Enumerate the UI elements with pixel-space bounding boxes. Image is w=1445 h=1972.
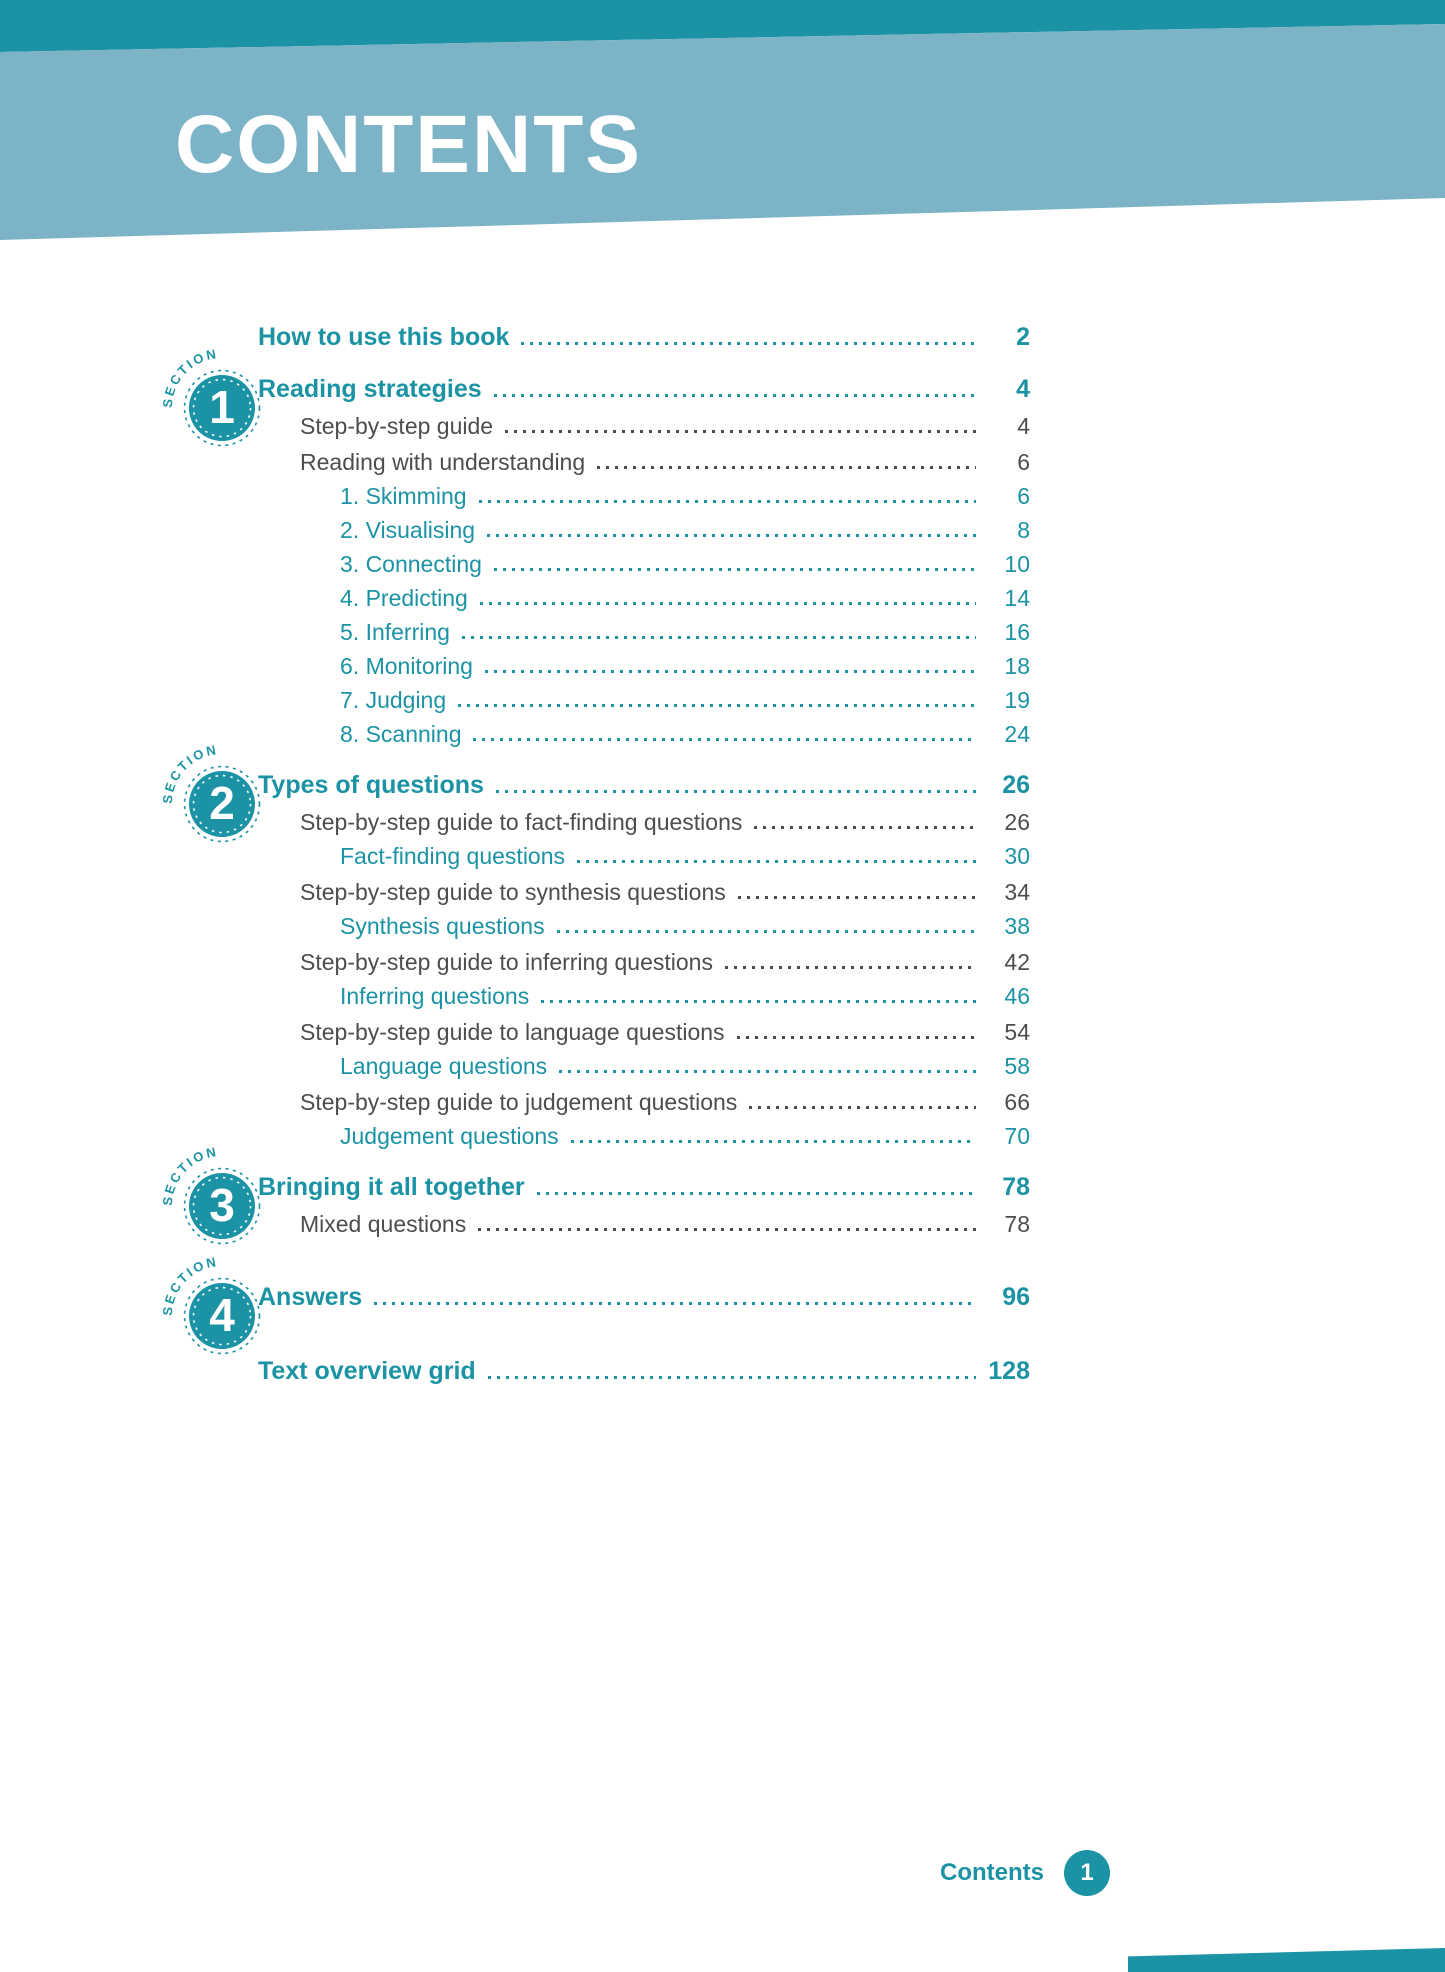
toc-entry-page: 78 [1002,1173,1030,1201]
dotted-leader [738,896,976,899]
dotted-leader [521,342,976,345]
toc-entry-page: 34 [1004,879,1030,905]
toc-entry [258,720,1030,748]
toc-entry-label: Judgement questions [340,1123,559,1149]
dotted-leader [577,860,976,863]
toc-entry-page: 6 [1017,449,1030,475]
toc-entry [258,550,1030,578]
toc-entry [258,878,1030,906]
toc-entry-page: 14 [1004,585,1030,611]
toc-entry-label: Text overview grid [258,1357,476,1385]
dotted-leader [541,1000,976,1003]
toc-entry-page: 30 [1004,843,1030,869]
dotted-leader [557,930,976,933]
toc-entry-label: Answers [258,1283,363,1311]
dotted-leader [458,704,976,707]
dotted-leader [487,534,976,537]
dotted-leader [479,500,976,503]
dotted-leader [485,670,976,673]
toc-entry-label: Step-by-step guide [300,413,494,439]
toc-entry-label: Step-by-step guide to synthesis questions [300,879,726,905]
toc-entry-page: 96 [1002,1283,1030,1311]
toc-entry-label: Reading strategies [258,375,482,403]
toc-entry [258,618,1030,646]
toc-entry [159,1253,1030,1341]
toc-entry-label: Types of questions [258,771,484,799]
toc-entry-page: 2 [1016,323,1030,351]
toc-entry-label: 5. Inferring [340,619,450,645]
toc-entry-page: 58 [1004,1053,1030,1079]
dotted-leader [571,1140,976,1143]
toc-entry-page: 6 [1017,483,1030,509]
toc-entry-page: 18 [1004,653,1030,679]
toc-entry-page: 8 [1017,517,1030,543]
toc-entry-label: 4. Predicting [340,585,468,611]
footer [258,1850,1110,1896]
dotted-leader [462,636,976,639]
dotted-leader [537,1192,976,1195]
section-badge-word: SECTION [159,345,220,409]
toc-entry-label: Step-by-step guide to language questions [300,1019,725,1045]
toc-entry-page: 42 [1004,949,1030,975]
section-badge-number: 1 [209,381,235,433]
toc-entry-label: Reading with understanding [300,449,586,475]
toc-entry-page: 26 [1002,771,1030,799]
footer-accent-bar [1128,1948,1445,1972]
toc-entry-label: 1. Skimming [340,483,467,509]
section-badge [154,738,274,858]
toc-entry-page: 16 [1004,619,1030,645]
toc-entry-label: Language questions [340,1053,548,1079]
footer-contents-label: Contents [940,1859,1044,1886]
dotted-leader [478,1228,976,1231]
toc-entry-label: 3. Connecting [340,551,482,577]
toc-entry-page: 19 [1004,687,1030,713]
dotted-leader [505,430,976,433]
toc-entry [258,948,1030,976]
toc-entry-label: 7. Judging [340,687,447,713]
toc-entry-label: 8. Scanning [340,721,462,747]
section-badge [154,1250,274,1370]
toc-entry-label: How to use this book [258,323,510,351]
toc-entry [258,1018,1030,1046]
dotted-leader [559,1070,976,1073]
toc-entry-page: 78 [1004,1211,1030,1237]
toc-entry [258,1052,1030,1080]
section-badge-number: 4 [209,1289,235,1341]
toc-entry [258,652,1030,680]
toc-entry-page: 54 [1004,1019,1030,1045]
toc-entry-page: 26 [1004,809,1030,835]
dotted-leader [749,1106,976,1109]
toc-entry-label: Inferring questions [340,983,530,1009]
toc-entry-label: Step-by-step guide to fact-finding questions [300,809,743,835]
section-badge-word: SECTION [159,1143,220,1207]
toc-entry-page: 70 [1004,1123,1030,1149]
toc-entry [258,982,1030,1010]
toc-entry-label: Fact-finding questions [340,843,566,869]
toc-entry-label: Synthesis questions [340,913,545,939]
toc-entry [258,448,1030,476]
dotted-leader [597,466,976,469]
dotted-leader [480,602,976,605]
footer-page-number: 1 [1080,1859,1094,1886]
section-badge [154,1140,274,1260]
toc-entry-label: Step-by-step guide to inferring questions [300,949,713,975]
toc-entry-label: Mixed questions [300,1211,467,1237]
toc-entry-page: 10 [1004,551,1030,577]
toc-entry-page: 4 [1017,413,1030,439]
section-badge-number: 2 [209,777,235,829]
section-badge [154,342,274,462]
toc-entry [258,516,1030,544]
footer-page-badge [1064,1850,1110,1896]
toc-entry-label: Bringing it all together [258,1173,525,1201]
toc-entry [258,412,1030,440]
dotted-leader [737,1036,976,1039]
toc-list [159,300,1030,1386]
page-title: CONTENTS [175,99,642,190]
toc-entry-label: Step-by-step guide to judgement questions [300,1089,738,1115]
toc-entry [258,842,1030,870]
dotted-leader [488,1376,976,1379]
toc-entry [258,912,1030,940]
toc-entry [258,322,1030,352]
dotted-leader [725,966,976,969]
toc-entry-page: 4 [1016,375,1030,403]
toc-entry [258,808,1030,836]
section-badge-word: SECTION [159,741,220,805]
toc-entry-page: 24 [1004,721,1030,747]
toc-entry [258,1210,1030,1238]
toc-entry-page: 128 [988,1357,1030,1385]
toc-entry [258,1088,1030,1116]
dotted-leader [494,394,976,397]
dotted-leader [374,1302,976,1305]
toc-entry-page: 66 [1004,1089,1030,1115]
toc-entry [258,686,1030,714]
section-badge-word: SECTION [159,1253,220,1317]
section-badge-number: 3 [209,1179,235,1231]
dotted-leader [494,568,976,571]
toc-entry-page: 38 [1004,913,1030,939]
toc-entry [258,482,1030,510]
toc-entry [258,584,1030,612]
toc-entry [258,1122,1030,1150]
toc-entry-label: 2. Visualising [340,517,476,543]
toc-entry-label: 6. Monitoring [340,653,473,679]
toc-entry-page: 46 [1004,983,1030,1009]
dotted-leader [473,738,976,741]
dotted-leader [754,826,976,829]
dotted-leader [496,790,976,793]
toc-entry [258,1356,1030,1386]
